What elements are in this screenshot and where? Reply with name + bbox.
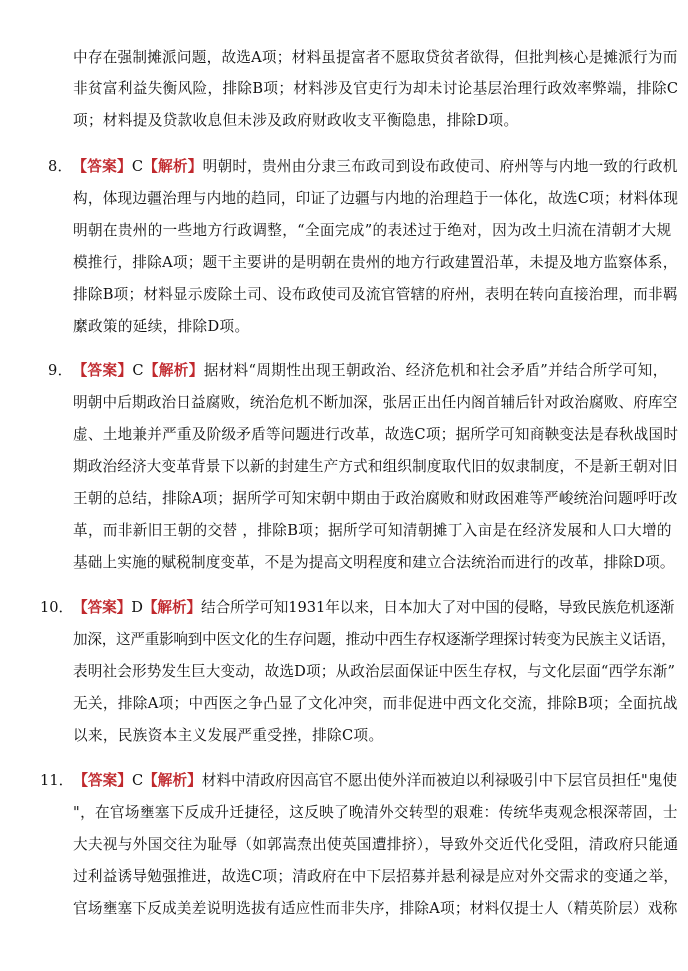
answer-value: C [132, 362, 144, 379]
item-9-line-3: 虚、土地兼并严重及阶级矛盾等问题进行改革，故选C项；据所学可知商鞅变法是春秋战国时 [73, 426, 679, 443]
item-9-line-6: 革，而非新旧王朝的交替 ，排除B项；据所学可知清朝摊丁入亩是在经济发展和人口大增的 [73, 522, 672, 539]
answer-value: D [131, 599, 143, 616]
intro-line-1: 中存在强制摊派问题，故选A项；材料虽提富者不愿取贷贫者欲得，但批判核心是摊派行为而 [73, 49, 678, 66]
open-bracket: 【 [72, 158, 88, 175]
item-8-line-4: 模推行，排除A项；题干主要讲的是明朝在贵州的地方行政建置沿革，未提及地方监察体系， [73, 254, 678, 271]
item-10-line-3: 表明社会形势发生巨大变动，故选D项；从政治层面保证中医生存权，与文化层面“西学东渐” [73, 663, 676, 680]
item-8-line-2: 构，体现边疆治理与内地的趋同，印证了边疆与内地的治理趋于一体化，故选C项；材料体现 [73, 190, 679, 207]
item-10-heading [40, 598, 674, 618]
first-line-text: 明朝时，贵州由分隶三布政司到设布政使司、府州等与内地一致的行政机 [202, 158, 678, 175]
item-10-line-2: 加深，这严重影响到中医文化的生存问题，推动中西生存权逐渐学理探讨转变为民族主义话语， [73, 631, 676, 648]
intro-line-3: 项；材料提及贷款收息但未涉及政府财政收支平衡隐患，排除D项。 [73, 112, 519, 129]
intro-line-2: 非贫富利益失衡风险，排除B项；材料涉及官吏行为却未讨论基层治理行政效率弊端，排除C [73, 80, 679, 97]
close-bracket: 】 [117, 362, 133, 379]
item-number: 9． [48, 362, 73, 379]
item-number: 8． [48, 158, 73, 175]
answer-label: 答案 [87, 158, 117, 175]
item-11-line-4: 过利益诱导勉强推进，故选C项；清政府在中下层招募并悬利禄是应对外交需求的变通之举， [73, 868, 679, 885]
item-8-line-5: 排除B项；材料显示废除土司、设布政使司及流官管辖的府州，表明在转向直接治理，而非羁 [73, 286, 678, 303]
answer-label: 答案 [87, 362, 118, 379]
open-bracket: 【 [72, 362, 88, 379]
item-9-line-5: 王朝的总结，排除A项；据所学可知宋朝中期由于政治腐败和财政困难等严峻统治问题呼吁改 [73, 490, 678, 507]
close-bracket: 】 [117, 772, 132, 789]
answer-value: C [131, 158, 144, 175]
first-line-text: 据材料“周期性出现王朝政治、经济危机和社会矛盾”并结合所学可知， [203, 362, 668, 379]
item-9-line-7: 基础上实施的赋税制度变革，不是为提高文明程度和建立合法统治而进行的改革，排除D项。 [73, 554, 675, 571]
close-bracket: 】 [116, 599, 132, 616]
first-line-text: 材料中清政府因高官不愿出使外洋而被迫以利禄吸引中下层官员担任"鬼使 [201, 772, 678, 789]
analysis-label: 【解析】 [143, 158, 203, 175]
item-8-heading [48, 157, 678, 177]
open-bracket: 【 [73, 772, 88, 789]
item-number: 11． [40, 772, 74, 789]
item-11-line-5: 官场壅塞下反成美差说明选拔有适应性而非失序，排除A项；材料仅提士人（精英阶层）戏称 [73, 900, 678, 917]
open-bracket: 【 [73, 599, 88, 616]
item-8-line-3: 明朝在贵州的一些地方行政调整，“全面完成”的表述过于绝对，因为改土归流在清朝才大规 [73, 222, 672, 239]
item-10-line-5: 以来，民族资本主义发展严重受挫，排除C项。 [73, 727, 384, 744]
item-10-line-4: 无关，排除A项；中西医之争凸显了文化冲突，而非促进中西文化交流，排除B项；全面抗战 [73, 695, 678, 712]
item-11-line-3: 大夫视与外国交往为耻辱（如郭嵩焘出使英国遭排挤），导致外交近代化受阻，清政府只能通 [73, 836, 679, 853]
analysis-label: 【解析】 [142, 599, 202, 616]
answer-label: 答案 [87, 599, 117, 616]
item-9-line-2: 明朝中后期政治日益腐败，统治危机不断加深，张居正出任内阁首辅后针对政治腐败、府库空 [73, 394, 678, 411]
answer-value: C [131, 772, 144, 789]
close-bracket: 】 [116, 158, 132, 175]
item-9-line-4: 期政治经济大变革背景下以新的封建生产方式和组织制度取代旧的奴隶制度，不是新王朝对旧 [73, 458, 678, 475]
item-11-line-2: "，在官场壅塞下反成升迁捷径，这反映了晚清外交转型的艰难：传统华夷观念根深蒂固，士 [73, 804, 678, 821]
item-11-heading [40, 771, 677, 791]
item-8-line-6: 縻政策的延续，排除D项。 [73, 318, 250, 335]
first-line-text: 结合所学可知1931年以来，日本加大了对中国的侵略，导致民族危机逐渐 [201, 599, 675, 616]
analysis-label: 【解析】 [143, 772, 202, 789]
answer-label: 答案 [87, 772, 118, 789]
item-9-heading [48, 361, 668, 381]
analysis-label: 【解析】 [143, 362, 204, 379]
item-number: 10． [40, 599, 74, 616]
